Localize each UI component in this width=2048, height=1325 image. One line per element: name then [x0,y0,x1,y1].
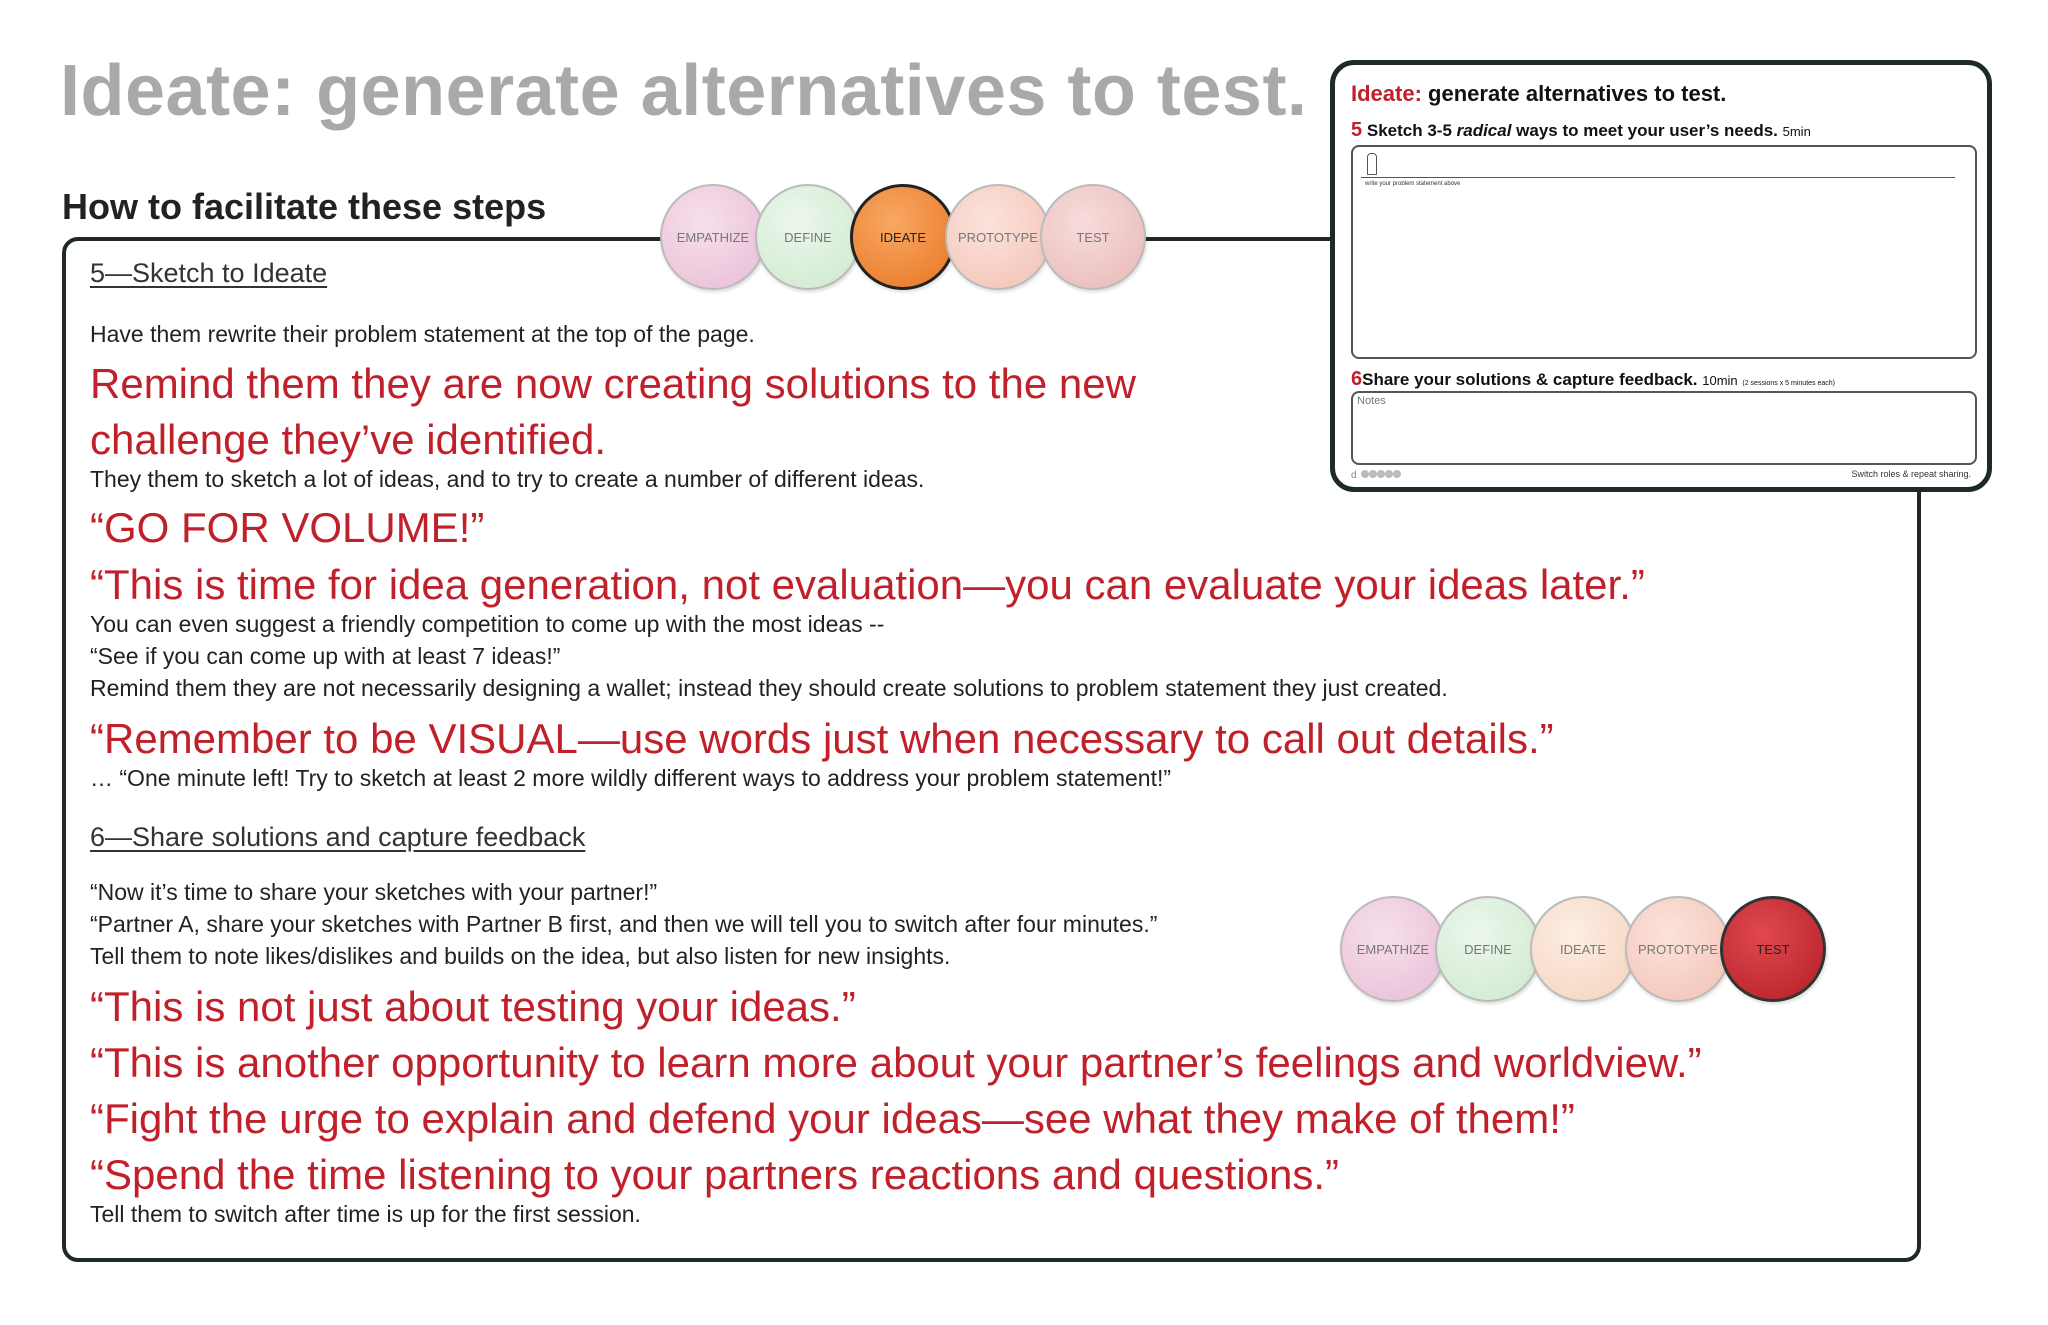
quote-line: “Remember to be VISUAL—use words just when necessary to call out details.” [90,715,1554,762]
stage-test: TEST [1040,184,1146,290]
quote-line: “This is another opportunity to learn more about your partner’s feelings and worldview.” [90,1039,1702,1086]
step-5-text-c: ways to meet your user’s needs. [1511,121,1778,140]
instruction-line: They them to sketch a lot of ideas, and to try to create a number of different ideas. [90,466,925,492]
step-6-note: (2 sessions x 5 minutes each) [1742,380,1835,387]
quote-line: “Fight the urge to explain and defend your ideas—see what they make of them!” [90,1095,1575,1142]
stage-empathize: EMPATHIZE [660,184,766,290]
design-process-stages-top [660,184,1160,294]
stage-dot-icon [1393,470,1401,478]
instruction-line: Have them rewrite their problem statement at the top of the page. [90,321,755,347]
notes-label: Notes [1357,395,1386,407]
worksheet-footer-right: Switch roles & repeat sharing. [1851,469,1971,479]
stage-empathize: EMPATHIZE [1340,896,1446,1002]
instruction-line: Remind them they are not necessarily designing a wallet; instead they should create solutions to problem statement they just created. [90,675,1448,701]
problem-statement-line [1361,177,1955,178]
facilitate-heading: How to facilitate these steps [62,186,547,227]
instruction-line: “Partner A, share your sketches with Partner B first, and then we will tell you to switch after four minutes.” [90,911,1158,937]
stage-prototype: PROTOTYPE [1625,896,1731,1002]
stage-dot-icon [1385,470,1393,478]
instruction-line: Tell them to switch after time is up for the first session. [90,1201,641,1227]
worksheet-preview [1330,60,1992,492]
step-5-text-a: Sketch 3-5 [1366,121,1457,140]
design-process-stages-bottom [1340,896,1840,1006]
worksheet-title-red: Ideate: [1351,81,1422,106]
problem-statement-caption: write your problem statement above [1365,181,1461,187]
sketch-area [1351,145,1977,359]
worksheet-title-rest: generate alternatives to test. [1421,81,1727,106]
notes-area [1351,391,1977,465]
instruction-line: Tell them to note likes/dislikes and builds on the idea, but also listen for new insights. [90,943,951,969]
worksheet-footer-left [1351,470,1401,481]
instruction-line: “See if you can come up with at least 7 ideas!” [90,643,561,669]
section-6-heading: 6—Share solutions and capture feedback [90,822,586,852]
quote-line: challenge they’ve identified. [90,416,607,463]
worksheet-step-5 [1351,119,1811,142]
instruction-line: … “One minute left! Try to sketch at least 2 more wildly different ways to address your problem statement!” [90,765,1172,791]
step-6-time: 10min [1702,373,1738,388]
stage-test-active: TEST [1720,896,1826,1002]
stage-dot-icon [1369,470,1377,478]
quote-line: “GO FOR VOLUME!” [90,504,485,551]
step-6-number: 6 [1351,368,1363,390]
section-5-heading: 5—Sketch to Ideate [90,258,328,288]
step-5-number: 5 [1351,119,1363,141]
stage-ideate-active: IDEATE [850,184,956,290]
quote-line: “This is not just about testing your ideas.” [90,983,856,1030]
worksheet-step-6 [1351,368,1835,391]
stage-dot-icon [1377,470,1385,478]
quote-line: Remind them they are now creating solutions to the new [90,360,1136,407]
stage-dot-icon [1361,470,1369,478]
instruction-line: “Now it’s time to share your sketches with your partner!” [90,879,658,905]
stage-define: DEFINE [755,184,861,290]
step-5-time: 5min [1782,124,1811,139]
stage-define: DEFINE [1435,896,1541,1002]
quote-line: “Spend the time listening to your partners reactions and questions.” [90,1151,1340,1198]
worksheet-title [1351,81,1726,107]
step-6-text: Share your solutions & capture feedback. [1362,370,1698,389]
stage-prototype: PROTOTYPE [945,184,1051,290]
step-5-text-b: radical [1456,121,1512,140]
dschool-logo: d [1351,470,1357,481]
stage-ideate: IDEATE [1530,896,1636,1002]
quote-line: “This is time for idea generation, not evaluation—you can evaluate your ideas later.” [90,561,1645,608]
instruction-line: You can even suggest a friendly competition to come up with the most ideas -- [90,611,885,637]
page-title: Ideate: generate alternatives to test. [60,51,1308,131]
pencil-icon [1367,153,1377,175]
